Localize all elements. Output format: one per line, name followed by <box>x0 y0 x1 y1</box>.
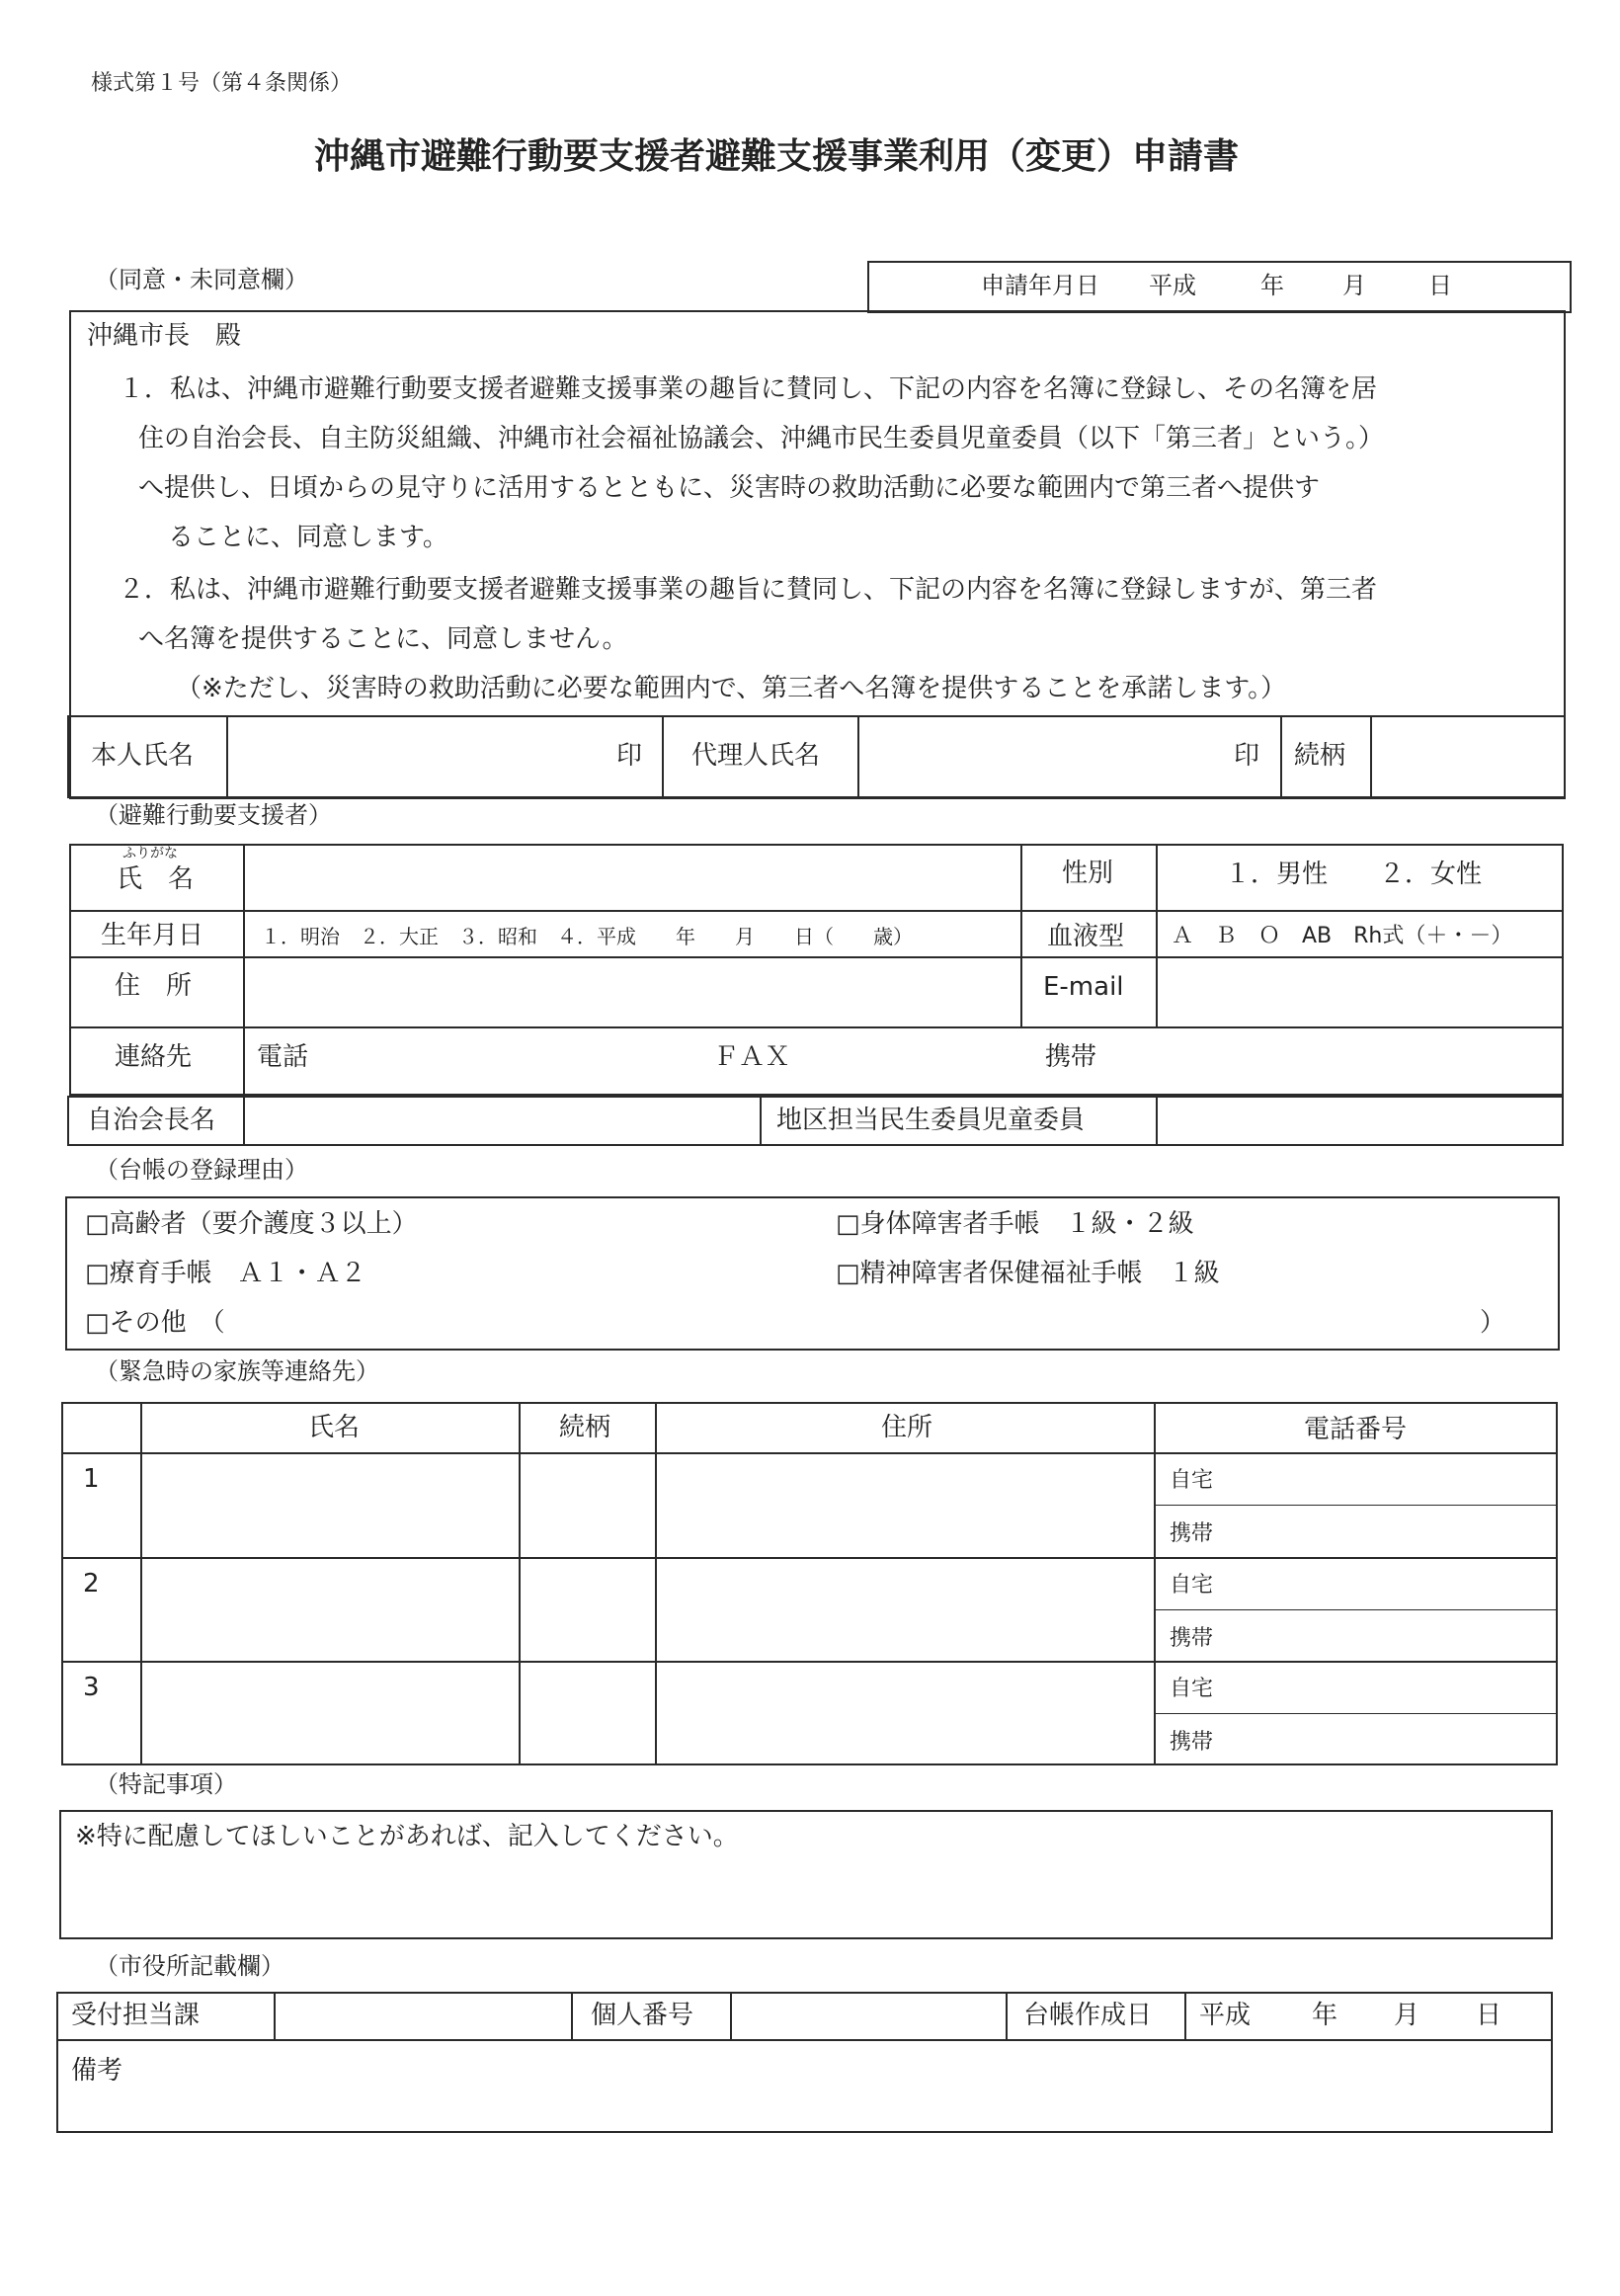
self-name-label: 本人氏名 <box>91 741 195 771</box>
notes-hint: ※特に配慮してほしいことがあれば、記入してください。 <box>75 1822 739 1851</box>
email-label: E-mail <box>1043 972 1124 1002</box>
consent-option-1-line-1: １．私は、沖縄市避難行動要支援者避難支援事業の趣旨に賛同し、下記の内容を名簿に登録し、その名簿を居 <box>119 374 1378 404</box>
dept-field[interactable] <box>276 1994 569 2037</box>
person-section-label: （避難行動要支援者） <box>95 801 332 829</box>
application-date-year[interactable]: 年 <box>1260 272 1284 299</box>
ledger-date-day[interactable]: 日 <box>1476 2001 1502 2030</box>
application-date-label: 申請年月日 <box>981 272 1099 299</box>
self-seal-mark: 印 <box>616 741 643 771</box>
remarks-field[interactable] <box>168 2041 1551 2131</box>
relation-label: 続柄 <box>1294 741 1346 771</box>
district-label: 地区担当民生委員児童委員 <box>776 1106 1086 1135</box>
application-date-day[interactable]: 日 <box>1428 272 1452 299</box>
chief-field[interactable] <box>245 1098 758 1144</box>
agent-seal-mark: 印 <box>1234 741 1260 771</box>
agent-name-field[interactable] <box>859 717 1225 796</box>
blood-type-label: 血液型 <box>1047 922 1125 951</box>
ledger-date-month[interactable]: 月 <box>1394 2001 1420 2030</box>
reason-other-close: ） <box>1480 1308 1506 1338</box>
relation-field[interactable] <box>1372 717 1564 796</box>
row-3-home-label: 自宅 <box>1170 1677 1214 1701</box>
gender-label: 性別 <box>1062 859 1114 888</box>
consent-section-label: （同意・未同意欄） <box>95 266 308 293</box>
gender-options[interactable]: １．男性 ２．女性 <box>1225 860 1483 889</box>
personal-number-label: 個人番号 <box>591 2001 694 2030</box>
ledger-date-label: 台帳作成日 <box>1023 2001 1153 2030</box>
emergency-table <box>61 1402 1558 1765</box>
col-relation-header: 続柄 <box>559 1413 611 1442</box>
row-number-3: 3 <box>83 1673 100 1702</box>
consent-option-1-line-4: ることに、同意します。 <box>168 523 448 552</box>
addressee: 沖縄市長 殿 <box>87 321 242 351</box>
agent-name-label: 代理人氏名 <box>691 741 821 771</box>
reason-elderly[interactable]: □高齢者（要介護度３以上） <box>85 1209 418 1239</box>
reason-section-label: （台帳の登録理由） <box>95 1156 308 1184</box>
col-address-header: 住所 <box>881 1413 933 1442</box>
dob-options[interactable]: １．明治 ２．大正 ３．昭和 ４．平成 年 月 日（ 歳） <box>261 925 913 948</box>
application-date-month[interactable]: 月 <box>1342 272 1366 299</box>
row-2-home-label: 自宅 <box>1170 1573 1214 1598</box>
col-name-header: 氏名 <box>308 1413 361 1442</box>
district-field[interactable] <box>1158 1098 1562 1144</box>
consent-option-2-line-2: へ名簿を提供することに、同意しません。 <box>138 624 628 654</box>
fax-label: ＦＡＸ <box>713 1042 791 1072</box>
chief-label: 自治会長名 <box>87 1106 216 1135</box>
reason-mental-disability[interactable]: □精神障害者保健福祉手帳 １級 <box>836 1259 1220 1288</box>
furigana-label: ふりがな <box>122 846 178 861</box>
name-field[interactable] <box>245 846 1018 908</box>
blood-type-options[interactable]: Ａ Ｂ Ｏ AB Rh式（＋・－） <box>1172 924 1513 948</box>
reason-other[interactable]: □その他 （ <box>85 1308 225 1338</box>
row-number-1: 1 <box>83 1464 100 1494</box>
row-1-mobile-label: 携帯 <box>1170 1521 1214 1546</box>
emergency-section-label: （緊急時の家族等連絡先） <box>95 1357 379 1385</box>
notes-section-label: （特記事項） <box>95 1770 237 1798</box>
reason-rehabilitation[interactable]: □療育手帳 Ａ１・Ａ２ <box>85 1259 366 1288</box>
phone-label: 電話 <box>257 1042 309 1072</box>
row-2-mobile-label: 携帯 <box>1170 1626 1214 1651</box>
consent-option-2-line-3: （※ただし、災害時の救助活動に必要な範囲内で、第三者へ名簿を提供することを承諾します。） <box>176 674 1287 703</box>
row-3-mobile-label: 携帯 <box>1170 1730 1214 1755</box>
self-name-field[interactable] <box>228 717 608 796</box>
office-section-label: （市役所記載欄） <box>95 1952 284 1980</box>
consent-option-1-line-2: 住の自治会長、自主防災組織、沖縄市社会福祉協議会、沖縄市民生委員児童委員（以下「第三者」という。） <box>138 424 1385 453</box>
name-label: 氏 名 <box>117 864 195 894</box>
row-number-2: 2 <box>83 1569 100 1599</box>
address-label: 住 所 <box>115 971 193 1001</box>
personal-number-field[interactable] <box>732 1994 1004 2037</box>
email-field[interactable] <box>1158 958 1562 1025</box>
col-phone-header: 電話番号 <box>1304 1415 1408 1444</box>
mobile-label: 携帯 <box>1045 1042 1097 1072</box>
form-title: 沖縄市避難行動要支援者避難支援事業利用（変更）申請書 <box>314 136 1240 177</box>
row-1-home-label: 自宅 <box>1170 1468 1214 1493</box>
contact-label: 連絡先 <box>115 1042 193 1072</box>
dob-label: 生年月日 <box>101 921 204 950</box>
application-date-era: 平成 <box>1149 272 1196 299</box>
consent-option-2-line-1: ２．私は、沖縄市避難行動要支援者避難支援事業の趣旨に賛同し、下記の内容を名簿に登録しますが、第三者 <box>119 575 1378 605</box>
ledger-date-era: 平成 <box>1199 2001 1252 2030</box>
application-date-box <box>867 261 1572 313</box>
address-field[interactable] <box>245 958 1018 1025</box>
form-number: 様式第１号（第４条関係） <box>91 71 353 96</box>
dept-label: 受付担当課 <box>71 2001 201 2030</box>
ledger-date-year[interactable]: 年 <box>1312 2001 1338 2030</box>
consent-option-1-line-3: へ提供し、日頃からの見守りに活用するとともに、災害時の救助活動に必要な範囲内で第三者へ提供す <box>138 473 1321 503</box>
reason-physical-disability[interactable]: □身体障害者手帳 １級・２級 <box>836 1209 1194 1239</box>
remarks-label: 備考 <box>71 2056 123 2086</box>
